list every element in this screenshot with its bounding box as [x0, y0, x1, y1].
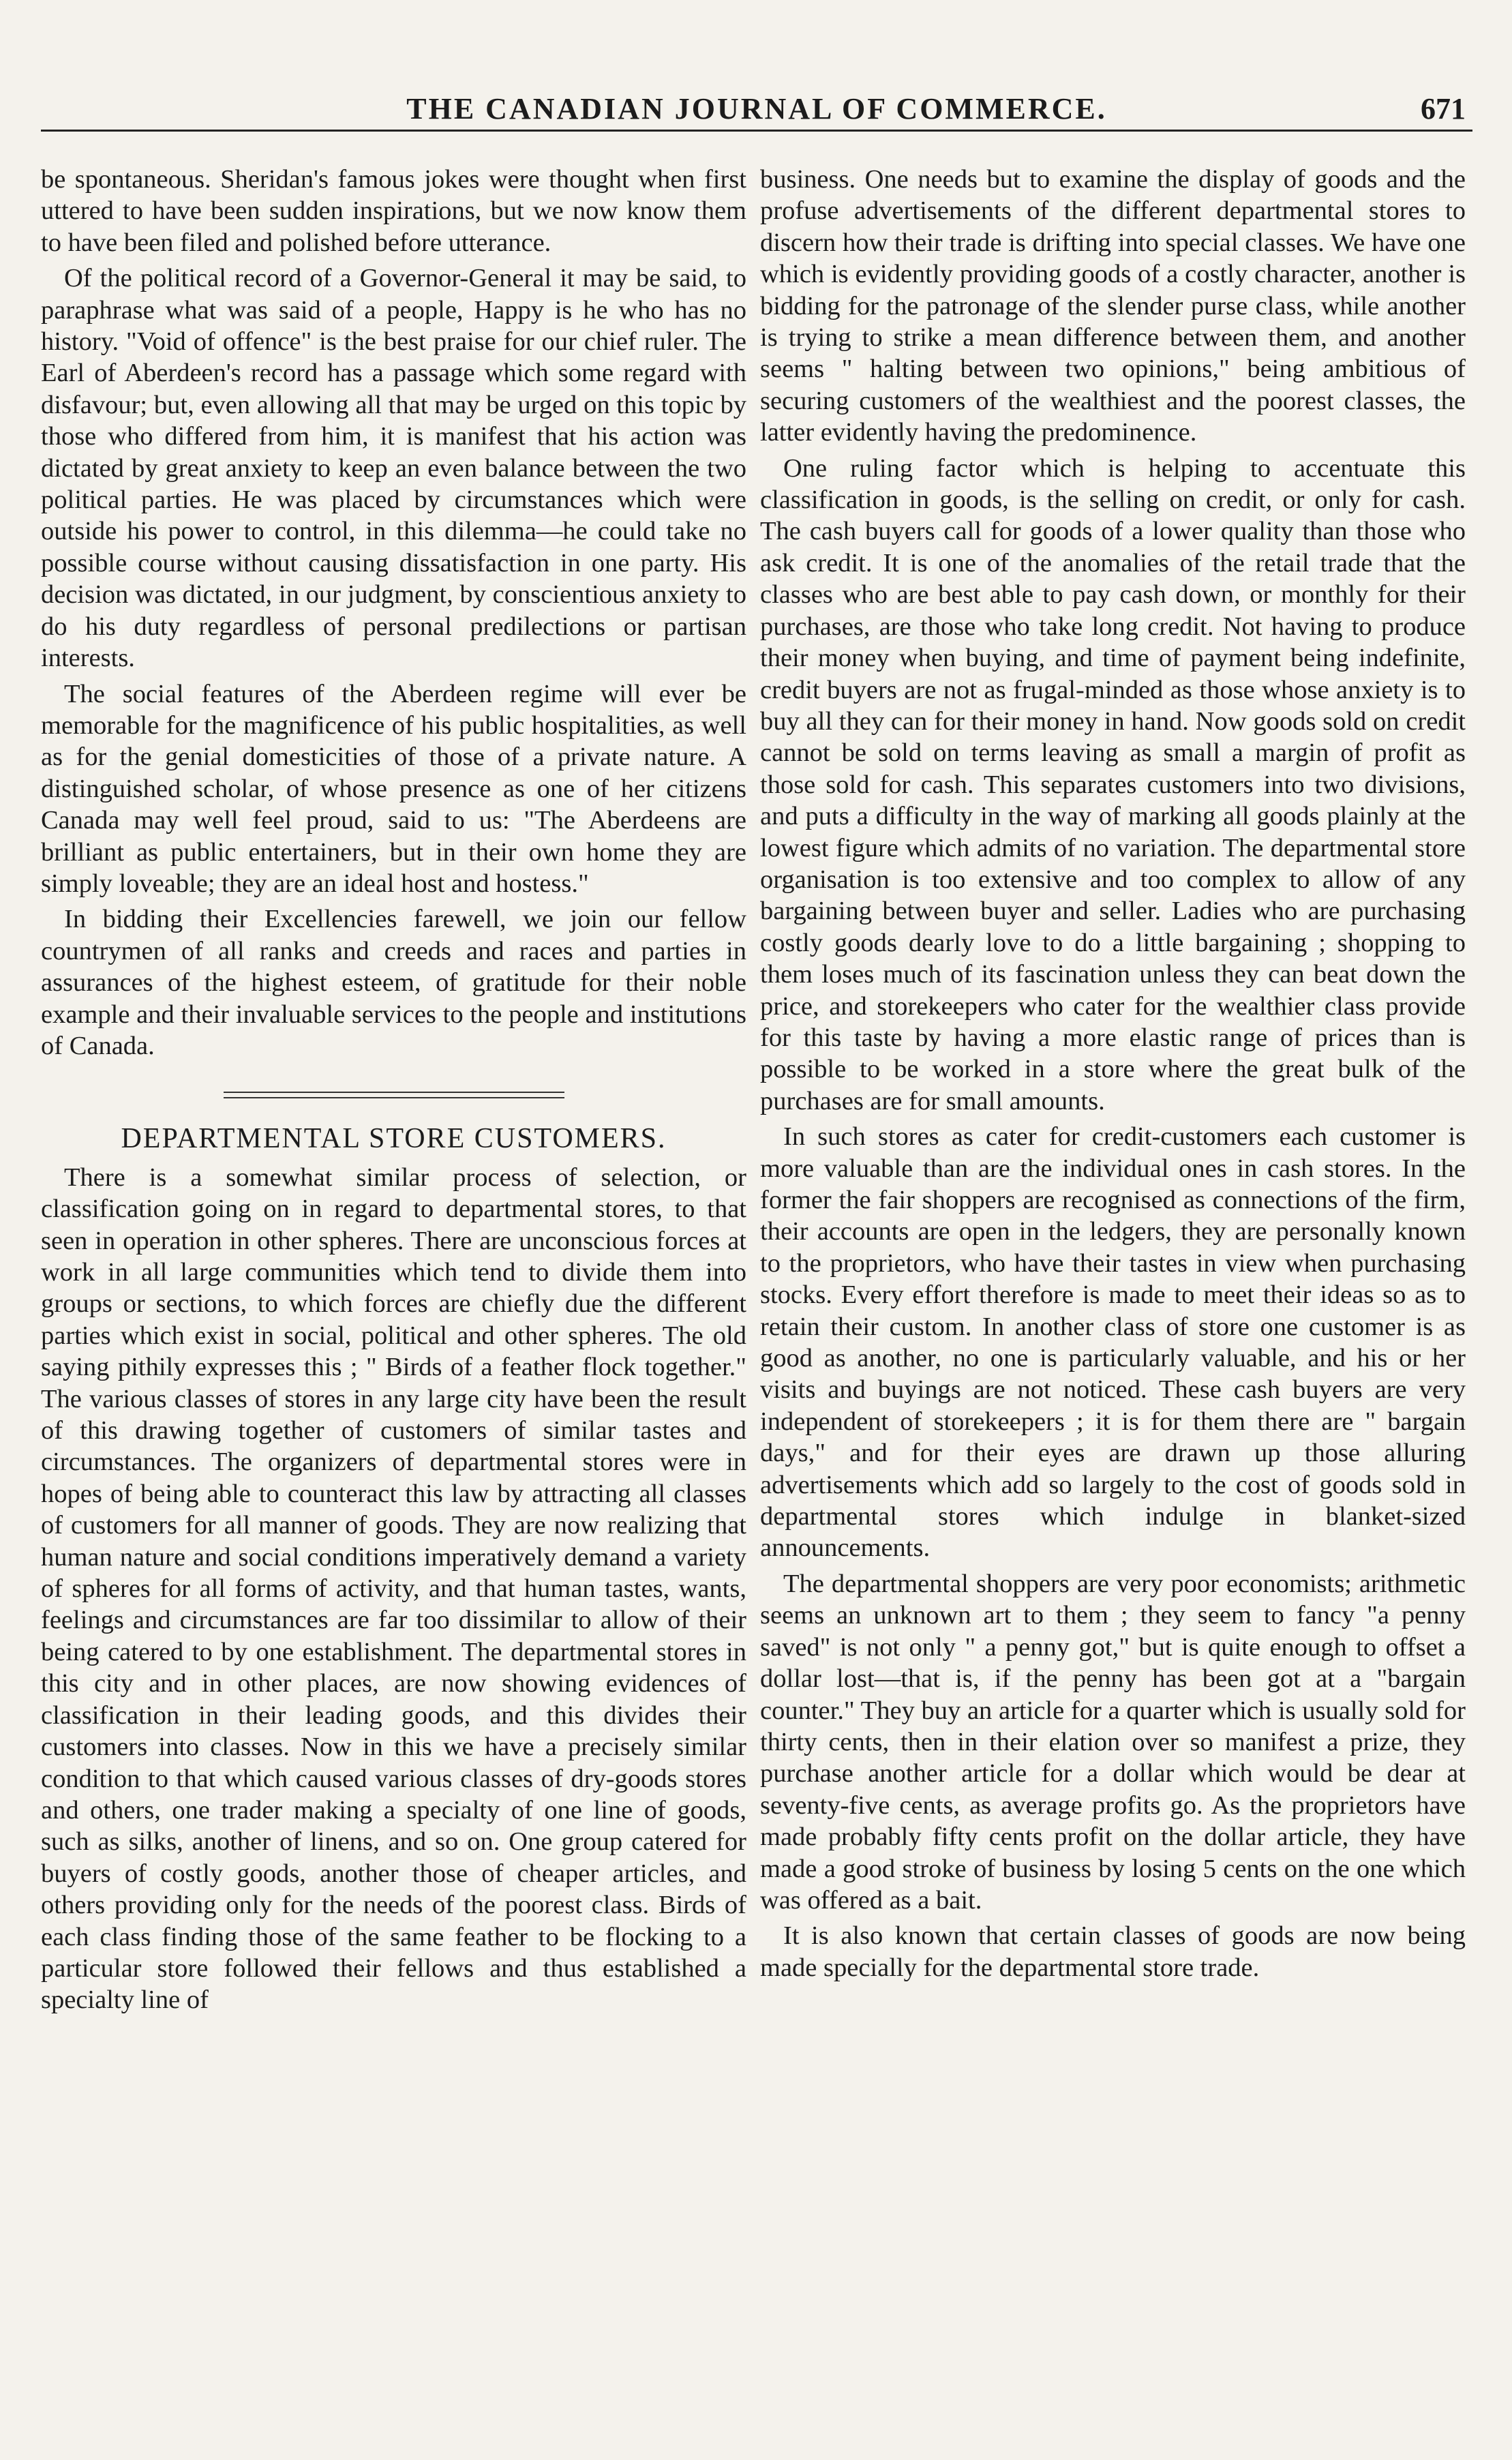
- paragraph: One ruling factor which is helping to accentuate this classification in goods, is the selling on credit, or only for cash. The cash buyers call for goods of a lower quality than those who ask credit. It is one of the anomalies of the retail trade that the classes who are best able to pay cash down, or monthly for their purchases, are those who take long credit. Not having to produce their money when buying, and time of payment being indefinite, credit buyers are not as frugal-minded as those whose anxiety is to buy all they can for their money in hand. Now goods sold on credit cannot be sold on terms leaving as small a margin of profit as those sold for cash. This separates customers into two divisions, and puts a difficulty in the way of marking all goods plainly at the lowest figure which admits of no variation. The departmental store organisation is too extensive and too complex to allow of any bargaining between buyer and seller. Ladies who are purchasing costly goods dearly love to do a little bargaining ; shopping to them loses much of its fascination unless they can beat down the price, and storekeepers who cater for the wealthier class provide for this taste by having a more elastic range of prices than is possible to be worked in a store where the great bulk of the purchases are for small amounts.: [760, 453, 1466, 1115]
- paragraph: The social features of the Aberdeen regime will ever be memorable for the magnificence of his public hospitalities, as well as for the genial domesticities of those of a private nature. A distinguished scholar, of whose presence as one of her citizens Canada may well feel proud, said to us: "The Aberdeens are brilliant as public entertainers, but in their own home they are simply loveable; they are an ideal host and hostess.": [41, 679, 746, 898]
- paragraph: business. One needs but to examine the display of goods and the profuse advertisements of the different departmental stores to discern how their trade is drifting into special classes. We have one which is evidently providing goods of a costly character, another is bidding for the patronage of the slender purse class, while another is trying to strike a mean difference between them, and another seems " halting between two opinions," being ambitious of securing customers of the wealthiest and the poorest classes, the latter evidently having the predominence.: [760, 165, 1466, 447]
- left-column: [41, 164, 746, 2020]
- right-column: [760, 164, 1466, 1987]
- paragraph: The departmental shoppers are very poor economists; arithmetic seems an unknown art to them ; they seem to fancy "a penny saved" is not only " a penny got," but is quite enough to offset a dollar lost—that is, if the penny has been got at a "bargain counter." They buy an article for a quarter which is usually sold for thirty cents, then in their elation over so manifest a prize, they purchase another article for a dollar which would be dear at seventy-five cents, as average profits go. As the proprietors have made probably fifty cents profit on the dollar article, they have made a good stroke of business by losing 5 cents on the one which was offered as a bait.: [760, 1569, 1466, 1915]
- page-number: 671: [1421, 92, 1466, 125]
- paragraph: be spontaneous. Sheridan's famous jokes were thought when first uttered to have been sudden inspirations, but we now know them to have been filed and polished before utterance.: [41, 165, 746, 257]
- paragraph: In bidding their Excellencies farewell, we join our fellow countrymen of all ranks and creeds and races and parties in assurances of the highest esteem, of gratitude for their noble example and their invaluable services to the people and institutions of Canada.: [41, 905, 746, 1060]
- paragraph: It is also known that certain classes of goods are now being made specially for the departmental store trade.: [760, 1921, 1466, 1982]
- section-divider: [224, 1092, 564, 1098]
- paragraph: In such stores as cater for credit-customers each customer is more valuable than are the individual ones in cash stores. In the former the fair shoppers are recognised as connections of the firm, their accounts are open in the ledgers, they are personally known to the proprietors, who have their tastes in view when purchasing stocks. Every effort therefore is made to meet their ideas so as to retain their custom. In another class of store one customer is as good as another, no one is particularly valuable, and his or her visits and buyings are not noticed. These cash buyers are very independent of storekeepers ; it is for them there are " bargain days," and for their eyes are drawn up those alluring advertisements which add so largely to the cost of goods sold in departmental stores which indulge in blanket-sized announcements.: [760, 1122, 1466, 1563]
- page-header: [41, 89, 1472, 132]
- paragraph: There is a somewhat similar process of selection, or classification going on in regard to departmental stores, to that seen in operation in other spheres. There are unconscious forces at work in all large communities which tend to divide them into groups or sections, to which forces are chiefly due the different parties which exist in social, political and other spheres. The old saying pithily expresses this ; " Birds of a feather flock together." The various classes of stores in any large city have been the result of this drawing together of customers of similar tastes and circumstances. The organizers of departmental stores were in hopes of being able to counteract this law by attracting all classes of customers for all manner of goods. They are now realizing that human nature and social conditions imperatively demand a variety of spheres for all forms of activity, and that human tastes, wants, feelings and circumstances are far too dissimilar to allow of their being catered to by one establishment. The departmental stores in this city and in other places, are now showing evidences of classification in their leading goods, and this divides their customers into classes. Now in this we have a precisely similar condition to that which caused various classes of dry-goods stores and others, one trader making a specialty of one line of goods, such as silks, another of linens, and so on. One group catered for buyers of costly goods, another those of cheaper articles, and others providing only for the needs of the poorest class. Birds of each class finding those of the same feather to be flocking to a particular store followed their fellows and thus established a specialty line of: [41, 1162, 746, 2015]
- journal-title: THE CANADIAN JOURNAL OF COMMERCE.: [406, 92, 1107, 125]
- section-heading: DEPARTMENTAL STORE CUSTOMERS.: [121, 1123, 667, 1155]
- paragraph: Of the political record of a Governor-General it may be said, to paraphrase what was said of a people, Happy is he who has no history. "Void of offence" is the best praise for our chief ruler. The Earl of Aberdeen's record has a passage which some regard with disfavour; but, even allowing all that may be urged on this topic by those who differed from him, it is manifest that his action was dictated by great anxiety to keep an even balance between the two political parties. He was placed by circumstances which were outside his power to control, in this dilemma—he could take no possible course without causing dissatisfaction in one party. His decision was dictated, in our judgment, by conscientious anxiety to do his duty regardless of personal predilections or partisan interests.: [41, 264, 746, 673]
